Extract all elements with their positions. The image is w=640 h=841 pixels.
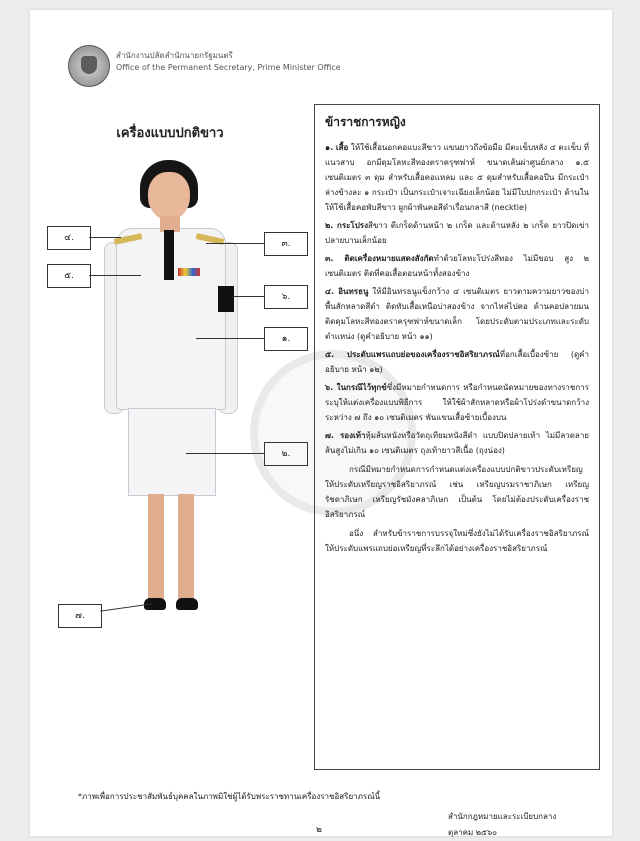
callout-line-6 xyxy=(234,296,264,297)
face xyxy=(148,172,190,220)
callout-7: ๗. xyxy=(58,604,102,628)
figure-title: เครื่องแบบปกติขาว xyxy=(116,126,224,141)
org-name-thai: สำนักงานปลัดสำนักนายกรัฐมนตรี xyxy=(116,51,233,60)
publication-date: ตุลาคม ๒๕๖๐ xyxy=(448,828,498,837)
right-shoe xyxy=(176,598,198,610)
callout-4: ๔. xyxy=(47,226,91,250)
item-1: ๑. เสื้อ ให้ใช้เสื้อนอกคอแบะสีขาว แขนยาวถึงข้อมือ มีตะเข็บหลัง ๔ ตะเข็บ ที่แนวสาบ อกมีดุมโลหะสีทองตราครุฑพ่าห์ ขนาดเส้นผ่าศูนย์กลาง ๑.๕ เซนติเมตร ๓ ดุม สำหรับเสื้อคอแหลม และ ๕ ดุมสำหรับเสื้อคอปีน มีกระเป๋าล่างข้างละ ๑ กระเป๋า เป็นกระเป๋าเจาะเฉียงเล็กน้อย ไม่มีใบปกกระเป๋า ด้านในให้ใช้เสื้อคอพับสีขาว ผูกผ้าพันคอสีดำเรื่อนกลาสี (necktie) xyxy=(325,143,589,212)
callout-3: ๓. xyxy=(264,232,308,256)
item-6: ๖. ในกรณีไว้ทุกข์ซึ่งมีหมายกำหนดการ หรือกำหนดนัดหมายของทางราชการระบุให้แต่งเครื่องแบบพิธีการ ให้ใช้ผ้าสักหลาดหรือผ้าโปร่งดำขนาดกว้างระหว่าง ๗ ถึง ๑๐ เซนติเมตร พันแขนเสื้อซ้ายเบื้องบน xyxy=(325,383,589,422)
callout-1: ๑. xyxy=(264,327,308,351)
callout-5: ๕. xyxy=(47,264,91,288)
description-title: ข้าราชการหญิง xyxy=(325,115,406,129)
right-leg xyxy=(178,494,194,600)
white-skirt xyxy=(128,408,216,496)
callout-2: ๒. xyxy=(264,442,308,466)
callout-6: ๖. xyxy=(264,285,308,309)
image-footnote: *ภาพเพื่อการประชาสัมพันธ์บุคคลในภาพมิใช่ผู้ได้รับพระราชทานเครื่องราชอิสริยาภรณ์นี้ xyxy=(78,792,381,801)
uniform-figure-image xyxy=(100,150,250,630)
description-box xyxy=(314,104,600,770)
page-number: ๒ xyxy=(316,825,322,835)
left-leg xyxy=(148,494,164,600)
callout-line-3 xyxy=(206,243,264,244)
item-3: ๓. ติดเครื่องหมายแสดงสังกัดทำด้วยโลหะโปร่งสีทอง ไม่มีขอบ สูง ๒ เซนติเมตร ติดที่คอเสื้อตอนหน้าทั้งสองข้าง xyxy=(325,254,589,278)
item-7: ๗. รองเท้าหุ้มส้นหนังหรือวัตถุเทียมหนังสีดำ แบบปิดปลายเท้า ไม่มีลวดลาย ส้นสูงไม่เกิน ๑๐ เซนติเมตร ถุงเท้ายาวสีเนื้อ (ถุงน่อง) xyxy=(325,431,589,455)
note-paragraph-2: อนึ่ง สำหรับข้าราชการบรรจุใหม่ซึ่งยังไม่ได้รับเครื่องราชอิสริยาภรณ์ให้ประดับแพรแถบย่อเหรียญที่ระลึกได้อย่างเครื่องราชอิสริยาภรณ์ xyxy=(325,529,589,553)
office-name: สำนักกฎหมายและระเบียบกลาง xyxy=(448,812,557,821)
note-paragraph-1: กรณีมีหมายกำหนดการกำหนดแต่งเครื่องแบบปกติขาวประดับเหรียญ ให้ประดับเหรียญราชอิสริยาภรณ์ เช่น เหรียญบรมราชาภิเษก เหรียญรัชดาภิเษก เหรียญรัชมังคลาภิเษก เป็นต้น โดยไม่ต้องประดับเครื่องราชอิสริยาภรณ์ xyxy=(325,465,589,519)
document-header xyxy=(68,45,408,95)
callout-line-4 xyxy=(89,237,121,238)
callout-line-1 xyxy=(196,338,264,339)
org-name-english: Office of the Permanent Secretary, Prime Minister Office xyxy=(116,63,341,72)
item-2: ๒. กระโปรงสีขาว ตีเกร็ดด้านหน้า ๒ เกร็ด และด้านหลัง ๒ เกร็ด ยาวปิดเข่า ปลายบานเล็กน้อย xyxy=(325,221,589,245)
ribbon-bar xyxy=(178,268,200,276)
mourning-armband xyxy=(218,286,234,312)
item-5: ๕. ประดับแพรแถบย่อของเครื่องราชอิสริยาภรณ์ที่อกเสื้อเบื้องซ้าย (ดูคำอธิบาย หน้า ๑๒) xyxy=(325,350,589,374)
callout-line-5 xyxy=(89,275,141,276)
government-seal-icon xyxy=(68,45,110,87)
black-necktie xyxy=(164,230,174,280)
item-4: ๔. อินทรธนู ให้มีอินทรธนูแข็งกว้าง ๔ เซนติเมตร ยาวตามความยาวของบ่า พื้นสักหลาดสีดำ ติดทับเสื้อเหนือบ่าสองข้าง จากไหล่ไปคอ ด้านคอปลายมนติดดุมโลหะสีทองตราครุฑพ่าห์ขนาดเล็ก โดยประดับตามประเภทและระดับตำแหน่ง (ดูคำอธิบาย หน้า ๑๑) xyxy=(325,287,589,341)
